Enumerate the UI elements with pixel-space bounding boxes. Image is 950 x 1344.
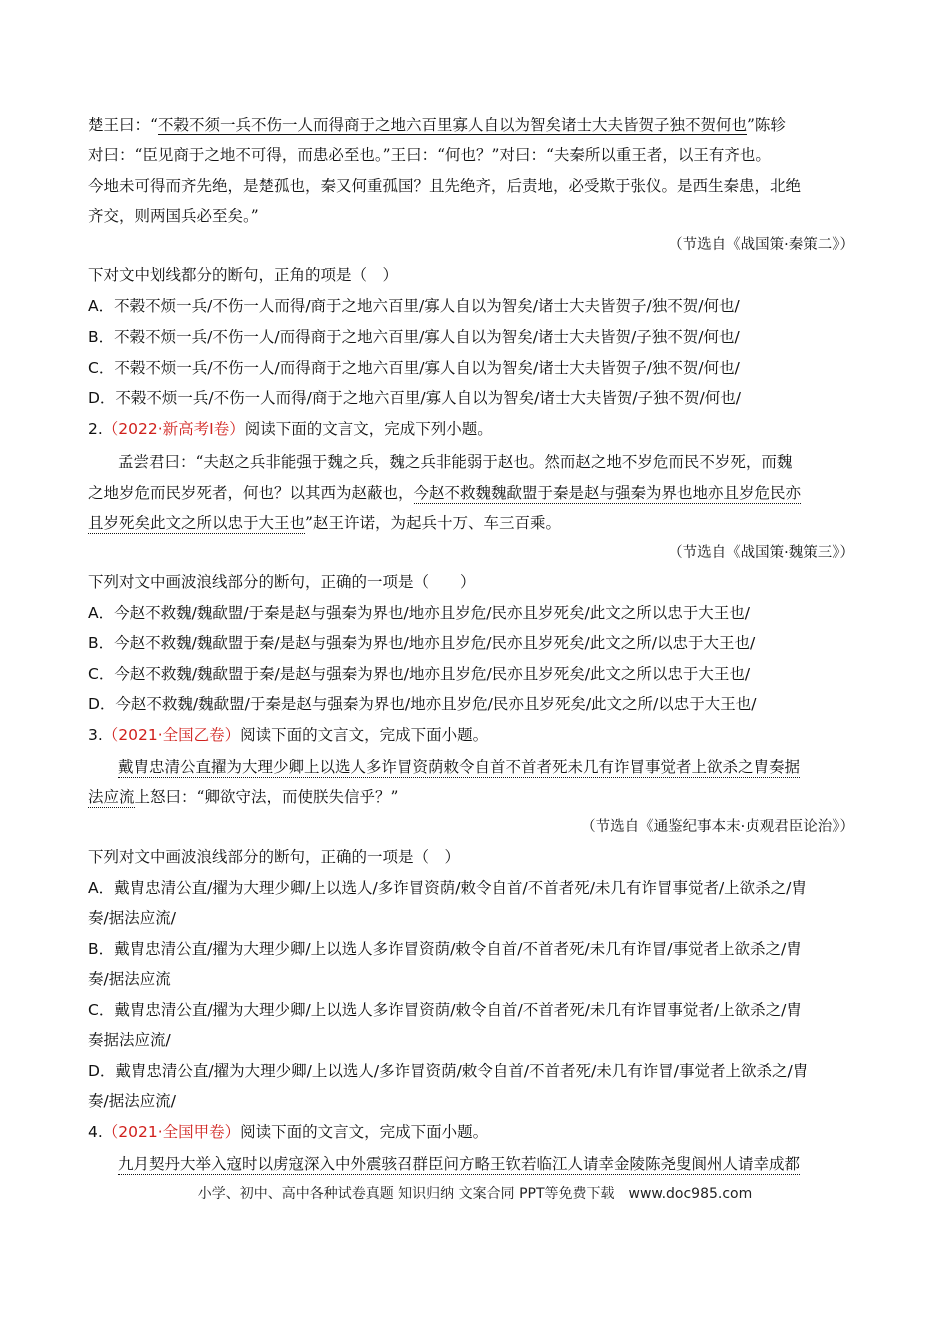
q4-source-tag: （2021·全国甲卷） [102,1123,241,1141]
q3-option-c-line2: 奏据法应流/ [88,1031,171,1049]
q2-source-tag: （2022·新高考I卷） [102,420,245,438]
q2-number: 2. [88,420,103,438]
q3-source: （节选自《通鉴纪事本末·贞观君臣论治》） [581,819,854,835]
passage1-line3: 今地未可得而齐先绝，是楚孤也，秦又何重孤国？且先绝齐，后责地，必受欺于张仪。是西生秦患，北绝 [88,177,802,195]
q3-intro: 阅读下面的文言文，完成下面小题。 [240,726,489,744]
q3-option-c-line1: C．戴胄忠清公直/擢为大理少卿/上以选人多诈冒资荫/敕令自首/不首者死/未几有诈冒事觉者/上欲杀之/胄 [88,1001,802,1019]
q3-option-a-line1: A．戴胄忠清公直/擢为大理少卿/上以选人/多诈冒资荫/敕令自首/不首者死/未几有诈冒事觉者/上欲杀之/胄 [88,879,807,897]
q2-option-a: A．今赵不救魏/魏歃盟/于秦是赵与强秦为界也/地亦且岁危/民亦且岁死矣/此文之所以忠于大王也/ [88,604,750,622]
q3-passage-line1 [118,757,800,777]
q3-passage-line2 [88,787,398,807]
q2-option-c: C．今赵不救魏/魏歃盟于秦/是赵与强秦为界也/地亦且岁危/民亦且岁死矣/此文之所以忠于大王也/ [88,665,751,683]
page-footer [0,1183,950,1203]
q4-number: 4. [88,1123,103,1141]
q2-passage-end: ”赵王许诺，为起兵十万、车三百乘。 [305,514,561,532]
q2-wavy-text-2: 且岁死矣此文之所以忠于大王也 [88,514,306,532]
q1-option-b: B．不榖不烦一兵/不伤一人/而得商于之地六百里/寡人自以为智矣/诸士大夫皆贺/子独不贺/何也/ [88,328,740,346]
q3-number: 3. [88,726,103,744]
q1-stem: 下对文中划线都分的断句，正角的项是（ ） [88,266,399,284]
q2-passage-plain: 之地岁危而民岁死者，何也？以其西为赵蔽也， [88,484,414,502]
passage1-speaker: 楚王曰：“ [88,116,158,134]
q3-option-b-line1: B．戴胄忠清公直/擢为大理少卿/上以选人多诈冒资荫/敕令自首/不首者死/未几有诈冒/事觉者上欲杀之/胄 [88,940,802,958]
footer-link[interactable]: www.doc985.com [628,1186,753,1202]
q3-wavy-text-1: 戴胄忠清公直擢为大理少卿上以选人多诈冒资荫敕令自首不首者死未几有诈冒事觉者上欲杀之胄奏据 [118,758,801,776]
q2-stem: 下列对文中画波浪线部分的断句，正确的一项是（ ） [88,573,476,591]
q3-option-d-line1: D．戴胄忠清公直/擢为大理少卿/上以选人/多诈冒资荫/敕令自首/不首者死/未几有诈冒/事觉者上欲杀之/胄 [88,1062,809,1080]
q2-passage-line3 [88,513,561,533]
q1-option-a: A．不榖不烦一兵/不伤一人而得/商于之地六百里/寡人自以为智矣/诸士大夫皆贺子/独不贺/何也/ [88,297,740,315]
q2-option-d: D．今赵不救魏/魏歃盟/于秦是赵与强秦为界也/地亦且岁危/民亦且岁死矣/此文之所/以忠于大王也/ [88,695,757,713]
q1-option-c: C．不榖不烦一兵/不伤一人/而得商于之地六百里/寡人自以为智矣/诸士大夫皆贺子/独不贺/何也/ [88,359,740,377]
passage1-source: （节选自《战国策·秦策二》） [668,237,854,253]
q2-passage-line2 [88,483,801,503]
q3-header [88,725,488,745]
q2-intro: 阅读下面的文言文，完成下列小题。 [244,420,493,438]
q3-passage-end: 上怒曰：“卿欲守法，而使朕失信乎？” [134,788,399,806]
q3-option-b-line2: 奏/据法应流 [88,970,171,988]
q4-passage-line1 [118,1154,800,1174]
q3-option-a-line2: 奏/据法应流/ [88,909,176,927]
q4-wavy-text-1: 九月契丹大举入寇时以虏寇深入中外震骇召群臣问方略王钦若临江人请幸金陵陈尧叟阆州人请幸成都 [118,1155,801,1173]
q2-passage-line1: 孟尝君曰：“夫赵之兵非能强于魏之兵，魏之兵非能弱于赵也。然而赵之地不岁危而民不岁死，而魏 [118,453,793,471]
q1-option-d: D．不榖不烦一兵/不伤一人而得/商于之地六百里/寡人自以为智矣/诸士大夫皆贺/子独不贺/何也/ [88,389,741,407]
q3-stem: 下列对文中画波浪线部分的断句，正确的一项是（ ） [88,848,461,866]
q2-source: （节选自《战国策·魏策三》） [668,545,854,561]
q2-header [88,419,493,439]
q3-option-d-line2: 奏/据法应流/ [88,1092,176,1110]
q2-option-b: B．今赵不救魏/魏歃盟于秦/是赵与强秦为界也/地亦且岁危/民亦且岁死矣/此文之所/以忠于大王也/ [88,634,756,652]
q4-header [88,1122,488,1142]
passage1-line2: 对曰：“臣见商于之地不可得，而患必至也。”王曰：“何也？”对曰：“夫秦所以重王者，以王有齐也。 [88,146,771,164]
q2-wavy-text-1: 今赵不救魏魏歃盟于秦是赵与强秦为界也地亦且岁危民亦 [413,484,802,502]
footer-text: 小学、初中、高中各种试卷真题 知识归纳 文案合同 PPT等免费下载 [197,1186,615,1202]
q4-intro: 阅读下面的文言文，完成下面小题。 [240,1123,489,1141]
q3-wavy-text-2: 法应流 [88,788,135,806]
passage1-line1 [88,115,786,135]
passage1-line1-end: ”陈轸 [746,116,786,134]
passage1-line4: 齐交，则两国兵必至矣。” [88,207,259,225]
passage1-underlined-text: 不榖不须一兵不伤一人而得商于之地六百里寡人自以为智矣诸士大夫皆贺子独不贺何也 [157,116,747,134]
q3-source-tag: （2021·全国乙卷） [102,726,241,744]
